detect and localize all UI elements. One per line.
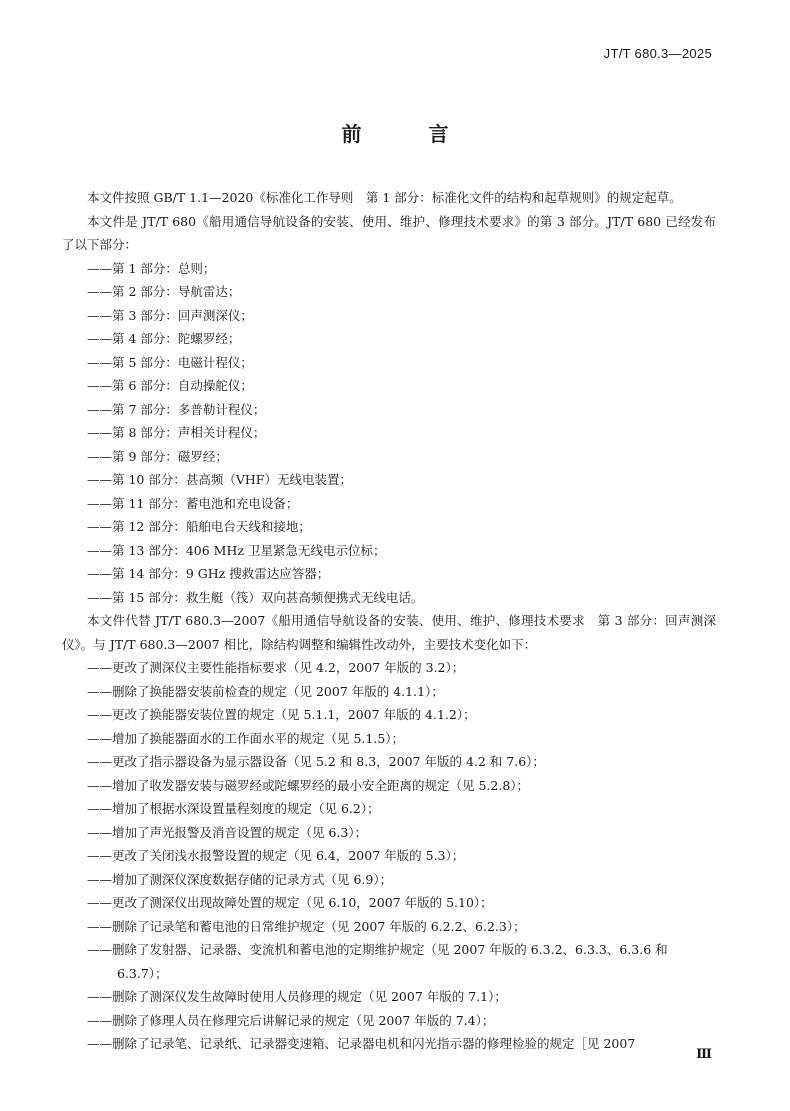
list-item: ——第 5 部分：电磁计程仪； bbox=[87, 354, 253, 370]
list-item: ——第 8 部分：声相关计程仪； bbox=[87, 425, 266, 440]
page-title: 前 言 bbox=[341, 122, 479, 146]
list-item: ——第 15 部分：救生艇（筏）双向甚高频便携式无线电话。 bbox=[87, 589, 424, 605]
list-item: ——第 4 部分：陀螺罗经； bbox=[87, 331, 241, 346]
list-item: ——更改了测深仪出现故障处置的规定（见 6.10，2007 年版的 5.10）； bbox=[87, 895, 493, 910]
list-item: ——删除了记录笔、记录纸、记录器变速箱、记录器电机和闪光指示器的修理检验的规定［见 2007 bbox=[87, 1036, 636, 1051]
list-item: ——更改了测深仪主要性能指标要求（见 4.2，2007 年版的 3.2）； bbox=[87, 660, 465, 675]
paragraph-series-intro: 本文件是 JT/T 680《船用通信导航设备的安装、使用、维护、修理技术要求》的第 3 部分。JT/T 680 已经发布了以下部分： bbox=[62, 213, 716, 252]
list-item: ——删除了换能器安装前检查的规定（见 2007 年版的 4.1.1）； bbox=[87, 683, 444, 699]
list-item: ——第 6 部分：自动操舵仪； bbox=[87, 378, 253, 393]
list-item: ——第 12 部分：船舶电台天线和接地； bbox=[87, 519, 311, 534]
list-item: ——增加了测深仪深度数据存储的记录方式（见 6.9）； bbox=[87, 871, 393, 887]
page-number: Ⅲ bbox=[696, 1047, 712, 1062]
paragraph-drafting-rules: 本文件按照 GB/T 1.1—2020《标准化工作导则 第 1 部分：标准化文件的结构和起草规则》的规定起草。 bbox=[87, 190, 682, 205]
list-item: ——更改了换能器安装位置的规定（见 5.1.1，2007 年版的 4.1.2）； bbox=[87, 707, 476, 722]
list-item: ——增加了声光报警及消音设置的规定（见 6.3）； bbox=[87, 824, 368, 840]
list-item: ——第 14 部分：9 GHz 搜救雷达应答器； bbox=[87, 566, 330, 581]
list-item: ——更改了指示器设备为显示器设备（见 5.2 和 8.3，2007 年版的 4.2 和 7.6）； bbox=[87, 754, 545, 769]
changes-list bbox=[62, 656, 716, 1056]
foreword-body bbox=[62, 186, 716, 1056]
list-item: ——删除了记录笔和蓄电池的日常维护规定（见 2007 年版的 6.2.2、6.2.3）； bbox=[87, 918, 526, 934]
list-item: ——增加了收发器安装与磁罗经或陀螺罗经的最小安全距离的规定（见 5.2.8）； bbox=[87, 777, 530, 793]
list-item: ——删除了测深仪发生故障时使用人员修理的规定（见 2007 年版的 7.1）； bbox=[87, 989, 507, 1004]
list-item: ——增加了换能器面水的工作面水平的规定（见 5.1.5）； bbox=[87, 730, 405, 746]
list-item: ——第 11 部分：蓄电池和充电设备； bbox=[87, 495, 299, 511]
parts-list bbox=[62, 257, 716, 610]
list-item: ——增加了根据水深设置量程刻度的规定（见 6.2）； bbox=[87, 801, 380, 816]
list-item: ——删除了发射器、记录器、变流机和蓄电池的定期维护规定（见 2007 年版的 6.3.2、6.3.3、6.3.6 和 6.3.7）； bbox=[87, 942, 668, 981]
list-item: ——第 9 部分：磁罗经； bbox=[87, 448, 228, 464]
paragraph-replaces: 本文件代替 JT/T 680.3—2007《船用通信导航设备的安装、使用、维护、修理技术要求 第 3 部分：回声测深仪》。与 JT/T 680.3—2007 相比，除结构调整和编辑性改动外，主要技术变化如下： bbox=[62, 613, 716, 652]
standard-code: JT/T 680.3—2025 bbox=[603, 46, 712, 61]
list-item: ——第 3 部分：回声测深仪； bbox=[87, 307, 253, 323]
list-item: ——第 13 部分：406 MHz 卫星紧急无线电示位标； bbox=[87, 542, 386, 558]
list-item: ——更改了关闭浅水报警设置的规定（见 6.4，2007 年版的 5.3）； bbox=[87, 848, 465, 863]
list-item: ——删除了修理人员在修理完后讲解记录的规定（见 2007 年版的 7.4）； bbox=[87, 1012, 495, 1028]
list-item: ——第 2 部分：导航雷达； bbox=[87, 284, 241, 299]
list-item: ——第 7 部分：多普勒计程仪； bbox=[87, 401, 266, 417]
list-item: ——第 10 部分：甚高频（VHF）无线电装置； bbox=[87, 472, 352, 487]
list-item: ——第 1 部分：总则； bbox=[87, 260, 216, 276]
